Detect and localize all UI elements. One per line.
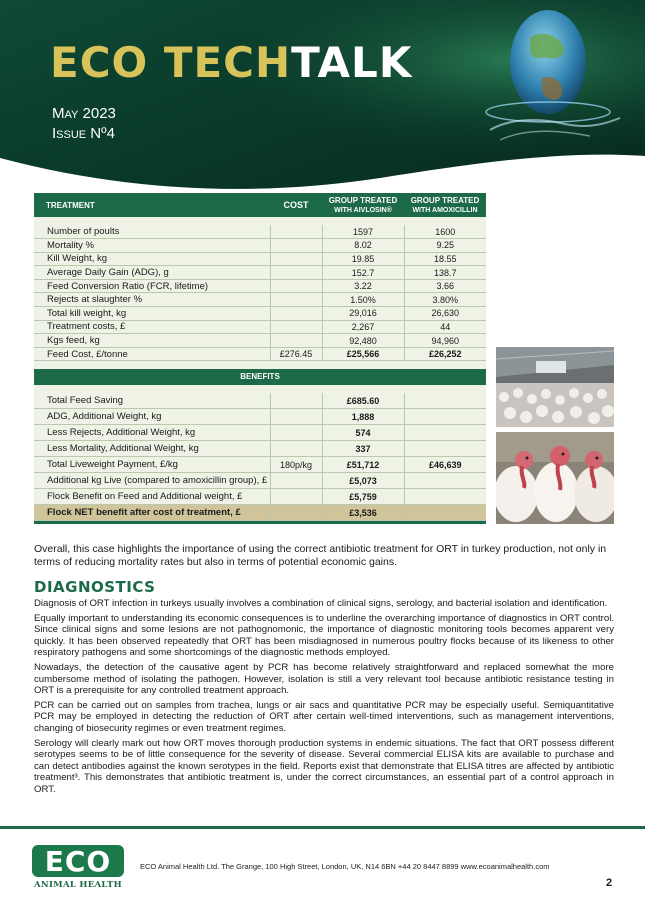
table-row bbox=[34, 409, 486, 425]
cell-label: Kgs feed, kg bbox=[34, 334, 270, 348]
globe-egg-icon bbox=[470, 0, 630, 160]
cell-label: ADG, Additional Weight, kg bbox=[34, 409, 270, 425]
cell-amox: 26,630 bbox=[404, 307, 486, 321]
cell-label: Feed Conversion Ratio (FCR, lifetime) bbox=[34, 279, 270, 293]
cell-amox: 1600 bbox=[404, 225, 486, 239]
cost-comparison-table bbox=[34, 193, 486, 524]
cell-cost bbox=[270, 393, 322, 409]
turkeys-closeup-photo-icon bbox=[496, 432, 614, 524]
cell-cost bbox=[270, 293, 322, 307]
summary-paragraph: Overall, this case highlights the importance of using the correct antibiotic treatment for ORT in turkey production, not only in terms of reducing mortality rates but also in terms of potential economic gains. bbox=[34, 543, 607, 568]
diagnostics-paragraph: Serology will clearly mark out how ORT moves thorough production systems in endemic situations. The fact that ORT possess different serotypes seems to be of little consequence for the severity of disease. Several commercial ELISA kits are available to purchase and can detect antibodies against the known serotypes in the field. Reports exist that demonstrate that ELISA titres are affected by antibiotic treatment³. This demonstrates that antibiotic treatment is, under the correct circumstances, an essential part of a control approach in ORT. bbox=[34, 737, 614, 795]
table-row bbox=[34, 473, 486, 489]
cell-cost bbox=[270, 320, 322, 334]
issue-date: May 2023 bbox=[52, 105, 116, 122]
diagnostics-paragraph: Nowadays, the detection of the causative agent by PCR has become relatively straightforward and replaced somewhat the more cumbersome method of isolating the pathogen. However, isolation is still a very relevant tool because antibiotic resistance testing in ORT is a prerequisite for any controlled treatment approach. bbox=[34, 661, 614, 697]
cell-amox: £26,252 bbox=[404, 347, 486, 361]
benefits-header-row bbox=[34, 369, 486, 385]
net-label: Flock NET benefit after cost of treatment, £ bbox=[34, 505, 270, 521]
cell-cost bbox=[270, 225, 322, 239]
cell-aivlosin: 337 bbox=[322, 441, 404, 457]
cell-cost bbox=[270, 441, 322, 457]
table-row bbox=[34, 307, 486, 321]
col-amoxicillin: GROUP TREATED WITH AMOXICILLIN bbox=[404, 193, 486, 217]
cell-amox: 3.66 bbox=[404, 279, 486, 293]
cell-label: Kill Weight, kg bbox=[34, 252, 270, 266]
cell-label: Additional kg Live (compared to amoxicillin group), £ bbox=[34, 473, 270, 489]
company-address: ECO Animal Health Ltd. The Grange, 100 High Street, London, UK, N14 6BN +44 20 8447 8899 www.ecoanimalhealth.com bbox=[140, 862, 550, 871]
cell-amox: 9.25 bbox=[404, 239, 486, 253]
cell-aivlosin: 8.02 bbox=[322, 239, 404, 253]
col-treatment: TREATMENT bbox=[34, 193, 270, 217]
table-row bbox=[34, 320, 486, 334]
cell-amox: 18.55 bbox=[404, 252, 486, 266]
cell-amox bbox=[404, 409, 486, 425]
cell-cost bbox=[270, 252, 322, 266]
cell-cost bbox=[270, 409, 322, 425]
cell-amox: 3.80% bbox=[404, 293, 486, 307]
cell-cost bbox=[270, 266, 322, 280]
cell-cost bbox=[270, 239, 322, 253]
logo-tagline: ANIMAL HEALTH bbox=[34, 880, 122, 890]
cell-aivlosin: £51,712 bbox=[322, 457, 404, 473]
eco-animal-health-logo bbox=[32, 845, 124, 890]
turkey-barn-photo-icon bbox=[496, 347, 614, 427]
cell-label: Total kill weight, kg bbox=[34, 307, 270, 321]
issue-info bbox=[52, 104, 116, 144]
cell-label: Less Rejects, Additional Weight, kg bbox=[34, 425, 270, 441]
cell-label: Less Mortality, Additional Weight, kg bbox=[34, 441, 270, 457]
cell-label: Flock Benefit on Feed and Additional weight, £ bbox=[34, 489, 270, 505]
cell-aivlosin: 574 bbox=[322, 425, 404, 441]
cell-cost bbox=[270, 425, 322, 441]
diagnostics-paragraph: Equally important to understanding its economic consequences is to underline the overarching importance of diagnostics in ORT control. Since clinical signs and some lesions are not pathognomonic, the importance of diagnostic monitoring tools becomes apparent very quickly. It has been observed repeatedly that ORT has been misdiagnosed in numerous poultry flocks because of its likeness to other respiratory pathogens and some shortcomings of the diagnostic methods employed. bbox=[34, 612, 614, 659]
cell-amox bbox=[404, 393, 486, 409]
cell-amox: 138.7 bbox=[404, 266, 486, 280]
logo-mark: ECO bbox=[32, 845, 124, 877]
table-row bbox=[34, 441, 486, 457]
page-number: 2 bbox=[606, 877, 613, 889]
cell-aivlosin: 92,480 bbox=[322, 334, 404, 348]
table-header-row bbox=[34, 193, 486, 217]
table-row bbox=[34, 457, 486, 473]
table-bottom-bar bbox=[34, 521, 486, 524]
cell-aivlosin: 1597 bbox=[322, 225, 404, 239]
table-row bbox=[34, 239, 486, 253]
cell-cost: 180p/kg bbox=[270, 457, 322, 473]
cell-cost bbox=[270, 334, 322, 348]
table-row bbox=[34, 425, 486, 441]
cell-amox bbox=[404, 425, 486, 441]
table-row bbox=[34, 293, 486, 307]
cell-label: Total Liveweight Payment, £/kg bbox=[34, 457, 270, 473]
cell-amox bbox=[404, 441, 486, 457]
table-row bbox=[34, 393, 486, 409]
cell-aivlosin: 19.85 bbox=[322, 252, 404, 266]
header-banner bbox=[0, 0, 645, 200]
cell-label: Feed Cost, £/tonne bbox=[34, 347, 270, 361]
cell-cost bbox=[270, 279, 322, 293]
diagnostics-heading: DIAGNOSTICS bbox=[34, 578, 156, 596]
cell-amox bbox=[404, 473, 486, 489]
diagnostics-body bbox=[34, 598, 614, 799]
cell-aivlosin: £685.60 bbox=[322, 393, 404, 409]
table-row bbox=[34, 347, 486, 361]
cell-aivlosin: 29,016 bbox=[322, 307, 404, 321]
cell-cost bbox=[270, 473, 322, 489]
cell-aivlosin: 152.7 bbox=[322, 266, 404, 280]
table-row bbox=[34, 252, 486, 266]
cell-aivlosin: 1.50% bbox=[322, 293, 404, 307]
diagnostics-paragraph: PCR can be carried out on samples from trachea, lungs or air sacs and quantitative PCR may be especially useful. Semiquantitative PCR may be employed in detecting the reduction of ORT after certain well-timed interventions, such as management interventions, changing of biosecurity regimes or even treatment regimes. bbox=[34, 699, 614, 734]
issue-number: Issue Nº4 bbox=[52, 125, 115, 142]
cell-label: Average Daily Gain (ADG), g bbox=[34, 266, 270, 280]
net-benefit-row bbox=[34, 505, 486, 521]
table-row bbox=[34, 334, 486, 348]
net-cost bbox=[270, 505, 322, 521]
benefits-title: BENEFITS bbox=[34, 369, 486, 385]
net-amox bbox=[404, 505, 486, 521]
cell-amox: 94,960 bbox=[404, 334, 486, 348]
cell-label: Treatment costs, £ bbox=[34, 320, 270, 334]
cell-label: Rejects at slaughter % bbox=[34, 293, 270, 307]
table-row bbox=[34, 266, 486, 280]
cell-label: Mortality % bbox=[34, 239, 270, 253]
cell-aivlosin: 1,888 bbox=[322, 409, 404, 425]
cell-aivlosin: £25,566 bbox=[322, 347, 404, 361]
col-cost: COST bbox=[270, 193, 322, 217]
net-aivlosin: £3,536 bbox=[322, 505, 404, 521]
col-aivlosin: GROUP TREATED WITH AIVLOSIN® bbox=[322, 193, 404, 217]
table-row bbox=[34, 225, 486, 239]
cell-label: Total Feed Saving bbox=[34, 393, 270, 409]
table-row bbox=[34, 279, 486, 293]
cell-amox: £46,639 bbox=[404, 457, 486, 473]
cell-aivlosin: 3.22 bbox=[322, 279, 404, 293]
table-row bbox=[34, 489, 486, 505]
cell-cost bbox=[270, 489, 322, 505]
cell-amox bbox=[404, 489, 486, 505]
newsletter-title: ECO TECHTALK bbox=[50, 38, 413, 87]
cell-amox: 44 bbox=[404, 320, 486, 334]
cell-label: Number of poults bbox=[34, 225, 270, 239]
footer-divider bbox=[0, 826, 645, 829]
cell-aivlosin: £5,759 bbox=[322, 489, 404, 505]
cell-cost: £276.45 bbox=[270, 347, 322, 361]
diagnostics-paragraph: Diagnosis of ORT infection in turkeys usually involves a combination of clinical signs, serology, and bacterial isolation and identification. bbox=[34, 598, 608, 609]
cell-aivlosin: 2,267 bbox=[322, 320, 404, 334]
cell-aivlosin: £5,073 bbox=[322, 473, 404, 489]
cell-cost bbox=[270, 307, 322, 321]
